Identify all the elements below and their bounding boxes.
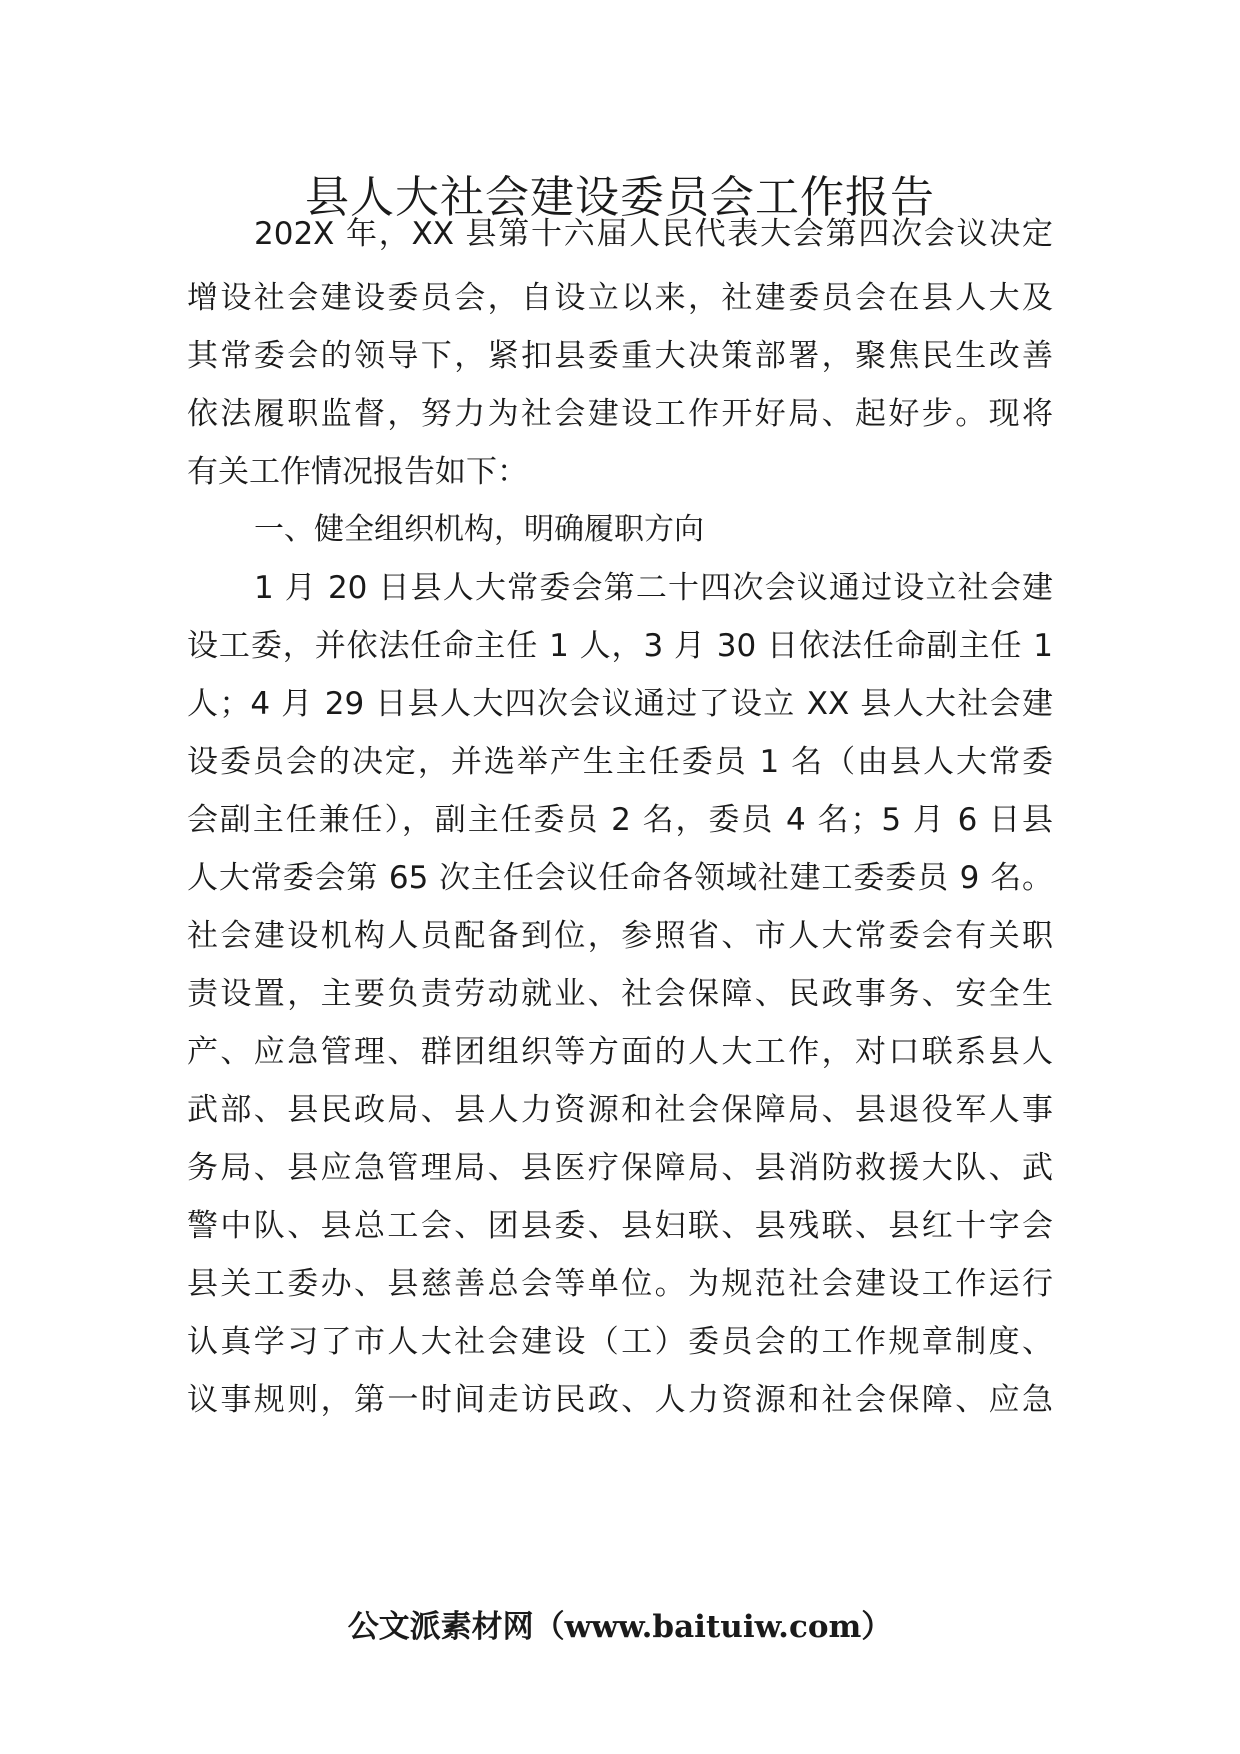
paragraph-line: 人；4 月 29 日县人大四次会议通过了设立 XX 县人大社会建 (187, 686, 1053, 722)
paragraph-line: 人大常委会第 65 次主任会议任命各领域社建工委委员 9 名。 (187, 860, 1053, 896)
paragraph-line: 有关工作情况报告如下： (187, 454, 528, 490)
footer-watermark: 公文派素材网（www.baituiw.com） (347, 1609, 893, 1645)
paragraph-line: 认真学习了市人大社会建设（工）委员会的工作规章制度、 (187, 1324, 1053, 1360)
paragraph-line: 县关工委办、县慈善总会等单位。为规范社会建设工作运行 (187, 1266, 1053, 1302)
paragraph-line: 责设置，主要负责劳动就业、社会保障、民政事务、安全生 (187, 976, 1053, 1012)
paragraph-line: 武部、县民政局、县人力资源和社会保障局、县退役军人事 (187, 1092, 1053, 1128)
section-heading: 一、健全组织机构，明确履职方向 (254, 512, 704, 547)
paragraph-line: 设委员会的决定，并选举产生主任委员 1 名（由县人大常委 (187, 744, 1053, 780)
paragraph-line: 增设社会建设委员会，自设立以来，社建委员会在县人大及 (187, 280, 1053, 316)
document-title: 县人大社会建设委员会工作报告 (305, 172, 935, 223)
paragraph-line: 设工委，并依法任命主任 1 人，3 月 30 日依法任命副主任 1 (187, 628, 1053, 664)
paragraph-line: 务局、县应急管理局、县医疗保障局、县消防救援大队、武 (187, 1150, 1053, 1186)
paragraph-line: 其常委会的领导下，紧扣县委重大决策部署，聚焦民生改善 (187, 338, 1053, 374)
paragraph-line: 社会建设机构人员配备到位，参照省、市人大常委会有关职 (187, 918, 1053, 954)
paragraph-line: 会副主任兼任），副主任委员 2 名，委员 4 名；5 月 6 日县 (187, 802, 1053, 838)
paragraph-line: 产、应急管理、群团组织等方面的人大工作，对口联系县人 (187, 1034, 1053, 1070)
paragraph-line: 202X 年，XX 县第十六届人民代表大会第四次会议决定 (254, 216, 1053, 252)
paragraph-line: 警中队、县总工会、团县委、县妇联、县残联、县红十字会 (187, 1208, 1053, 1244)
paragraph-line: 依法履职监督，努力为社会建设工作开好局、起好步。现将 (187, 396, 1053, 432)
paragraph-line: 议事规则，第一时间走访民政、人力资源和社会保障、应急 (187, 1382, 1053, 1418)
paragraph-line: 1 月 20 日县人大常委会第二十四次会议通过设立社会建 (254, 570, 1053, 606)
